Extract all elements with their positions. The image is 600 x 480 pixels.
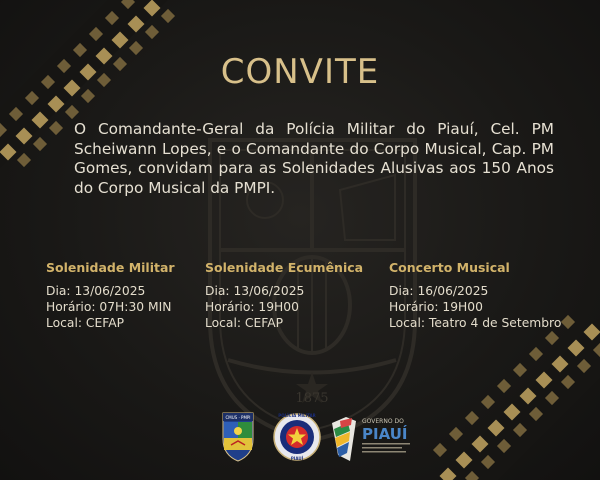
pm-label: POLÍCIA MILITAR	[278, 413, 316, 418]
event-solenidade-ecumenica	[205, 260, 363, 331]
event-title: Solenidade Militar	[46, 260, 175, 275]
cmus-shield-logo	[223, 413, 253, 461]
pm-sub-label: PIAUÍ	[290, 456, 304, 461]
policia-militar-seal	[274, 413, 320, 461]
event-time: Horário: 19H00	[205, 300, 299, 314]
event-solenidade-militar	[46, 260, 175, 331]
event-title: Concerto Musical	[389, 260, 510, 275]
event-date: Dia: 16/06/2025	[389, 284, 489, 298]
event-time: Horário: 07H:30 MIN	[46, 300, 172, 314]
event-time: Horário: 19H00	[389, 300, 483, 314]
event-place: Local: CEFAP	[46, 316, 125, 330]
watermark-year: 1875	[295, 391, 329, 406]
event-place: Local: CEFAP	[205, 316, 284, 330]
governo-piaui-logo	[332, 417, 410, 461]
gov-main-label: PIAUÍ	[362, 425, 408, 443]
event-date: Dia: 13/06/2025	[46, 284, 146, 298]
invitation-text: O Comandante-Geral da Polícia Militar do Piauí, Cel. PM Scheiwann Lopes, e o Comandante do Corpo Musical, Cap. PM Gomes, convidam para as Solenidades Alusivas aos 150 Anos do Corpo Musical da PMPI.	[74, 120, 554, 197]
event-concerto-musical	[389, 260, 561, 331]
footer-logos	[0, 409, 600, 465]
event-title: Solenidade Ecumênica	[205, 260, 364, 275]
event-date: Dia: 13/06/2025	[205, 284, 305, 298]
cmus-label: CMUS · PMPI	[225, 415, 251, 420]
gov-top-label: GOVERNO DO	[362, 418, 404, 425]
event-place: Local: Teatro 4 de Setembro	[389, 316, 562, 330]
invitation-title: CONVITE	[220, 52, 380, 92]
